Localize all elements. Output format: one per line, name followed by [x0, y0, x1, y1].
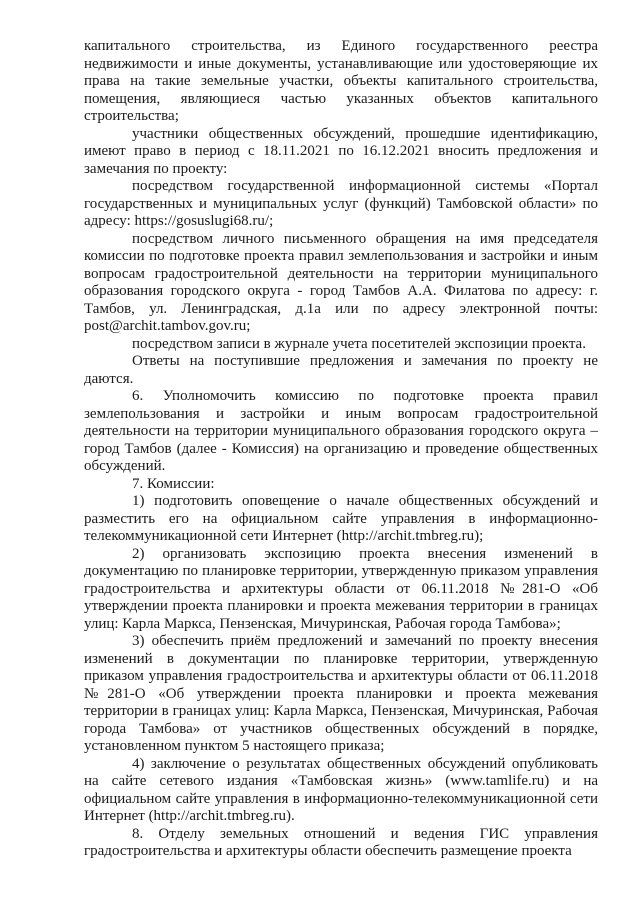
paragraph-via-letter: посредством личного письменного обращения на имя председателя комиссии по подготовке проекта правил землепользования и застройки и иным вопросам градостроительной деятельности на территории муниципального образования городского округа - город Тамбов А.А. Филатова по адресу: г. Тамбов, ул. Ленинградская, д.1а или по адресу электронной почты: post@archit.tambov.gov.ru;: [84, 230, 598, 334]
paragraph-subitem-4: 4) заключение о результатах общественных обсуждений опубликовать на сайте сетевого издания «Тамбовская жизнь» (www.tamlife.ru) и на официальном сайте управления в информационно-телекоммуникационной сети Интернет (http://archit.tmbreg.ru).: [84, 755, 598, 824]
paragraph-subitem-2: 2) организовать экспозицию проекта внесения изменений в документацию по планировке территории, утвержденную приказом управления градостроительства и архитектуры области от 06.11.2018 №281-О «Об утверждении проекта планировки и проекта межевания территории в границах улиц: Карла Маркса, Пензенская, Мичуринская, Рабочая города Тамбова»;: [84, 545, 598, 632]
paragraph-subitem-3: 3) обеспечить приём предложений и замечаний по проекту внесения изменений в документации по планировке территории, утвержденную приказом управления градостроительства и архитектуры области от 06.11.2018 №281-О «Об утверждении проекта планировки и проекта межевания территории в границах улиц: Карла Маркса, Пензенская, Мичуринская, Рабочая города Тамбова» от участников общественных обсуждений в порядке, установленном пунктом 5 настоящего приказа;: [84, 633, 598, 754]
paragraph-item-8: 8. Отделу земельных отношений и ведения ГИС управления градостроительства и архитектуры области обеспечить размещение проекта: [84, 825, 598, 859]
paragraph-item-6: 6. Уполномочить комиссию по подготовке проекта правил землепользования и застройки и иным вопросам градостроительной деятельности на территории муниципального образования городского округа – город Тамбов (далее - Комиссия) на организацию и проведение общественных обсуждений.: [84, 388, 598, 474]
paragraph-item-7: 7. Комиссии:: [132, 475, 215, 492]
paragraph-via-journal: посредством записи в журнале учета посетителей экспозиции проекта.: [132, 335, 586, 352]
paragraph-no-answers: Ответы на поступившие предложения и замечания по проекту не даются.: [84, 353, 598, 387]
paragraph-owners-docs: капитального строительства, из Единого государственного реестра недвижимости и иные документы, устанавливающие или удостоверяющие их права на такие земельные участки, объекты капитального строительства, помещения, являющиеся частью указанных объектов капитального строительства;: [84, 38, 598, 124]
paragraph-participants-rights: участники общественных обсуждений, прошедшие идентификацию, имеют право в период с 18.11.2021 по 16.12.2021 вносить предложения и замечания по проекту:: [84, 125, 598, 177]
paragraph-via-portal: посредством государственной информационной системы «Портал государственных и муниципальных услуг (функций) Тамбовской области» по адресу: https://gosuslugi68.ru/;: [84, 178, 598, 229]
paragraph-subitem-1: 1) подготовить оповещение о начале общественных обсуждений и разместить его на официальном сайте управления в информационно-телекоммуникационной сети Интернет (http://archit.tmbreg.ru);: [84, 493, 598, 544]
